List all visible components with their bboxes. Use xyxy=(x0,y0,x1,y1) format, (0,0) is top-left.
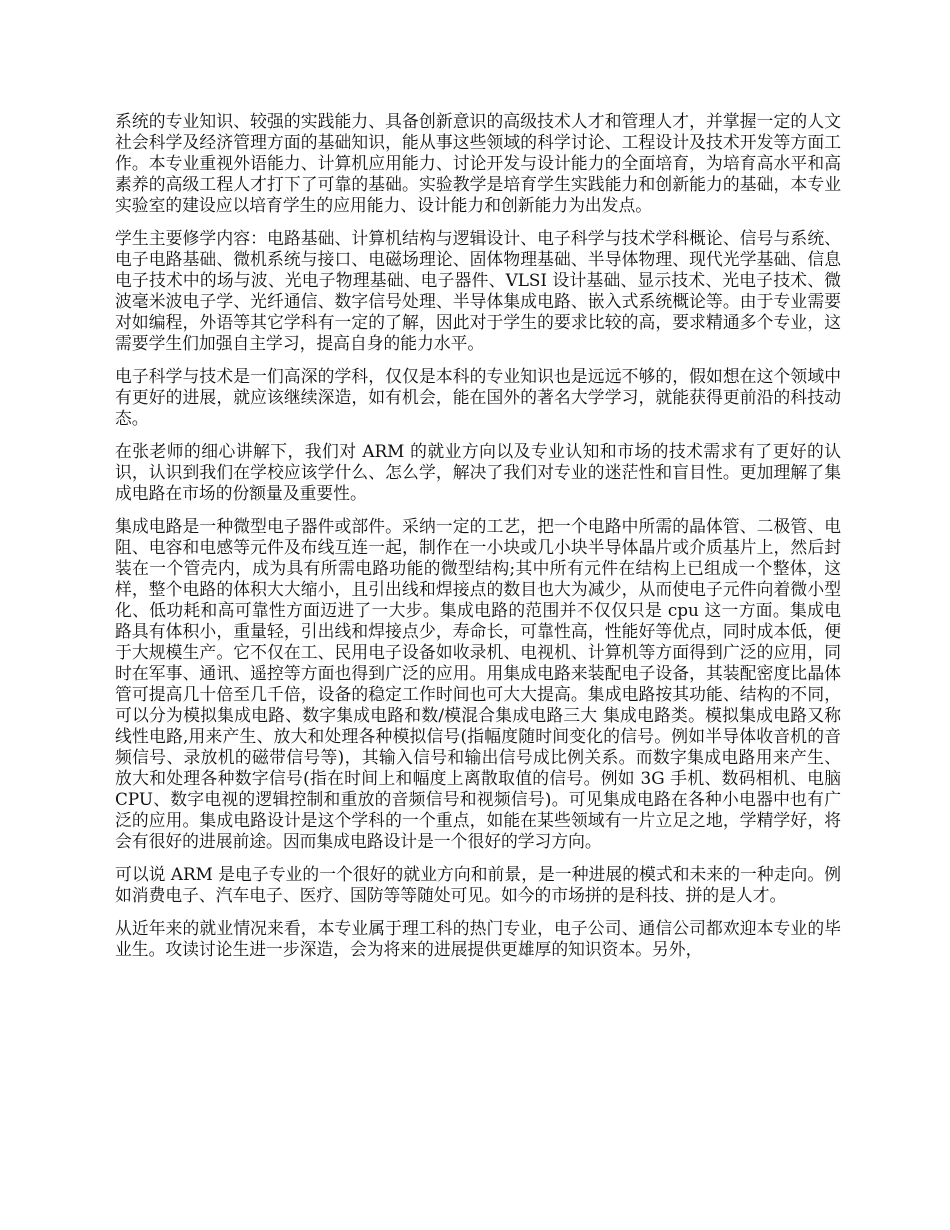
paragraph-talent-training: 系统的专业知识、较强的实践能力、具备创新意识的高级技术人才和管理人才，并掌握一定的人文社会科学及经济管理方面的基础知识，能从事这些领域的科学讨论、工程设计及技术开发等方面工作。本专业重视外语能力、计算机应用能力、讨论开发与设计能力的全面培育，为培育高水平和高素养的高级工程人才打下了可靠的基础。实验教学是培育学生实践能力和创新能力的基础，本专业实验室的建设应以培育学生的应用能力、设计能力和创新能力为出发点。 xyxy=(115,111,841,215)
paragraph-integrated-circuit: 集成电路是一种微型电子器件或部件。采纳一定的工艺，把一个电路中所需的晶体管、二极管、电阻、电容和电感等元件及布线互连一起，制作在一小块或几小块半导体晶片或介质基片上，然后封装在一个管壳内，成为具有所需电路功能的微型结构;其中所有元件在结构上已组成一个整体，这样，整个电路的体积大大缩小，且引出线和焊接点的数目也大为减少，从而使电子元件向着微小型化、低功耗和高可靠性方面迈进了一大步。集成电路的范围并不仅仅只是 cpu 这一方面。集成电路具有体积小，重量轻，引出线和焊接点少，寿命长，可靠性高，性能好等优点，同时成本低，便于大规模生产。它不仅在工、民用电子设备如收录机、电视机、计算机等方面得到广泛的应用，同时在军事、通讯、遥控等方面也得到广泛的应用。用集成电路来装配电子设备，其装配密度比晶体管可提高几十倍至几千倍，设备的稳定工作时间也可大大提高。集成电路按其功能、结构的不同，可以分为模拟集成电路、数字集成电路和数/模混合集成电路三大 集成电路类。模拟集成电路又称线性电路,用来产生、放大和处理各种模拟信号(指幅度随时间变化的信号。例如半导体收音机的音频信号、录放机的磁带信号等)，其输入信号和输出信号成比例关系。而数字集成电路用来产生、放大和处理各种数字信号(指在时间上和幅度上离散取值的信号。例如 3G 手机、数码相机、电脑 CPU、数字电视的逻辑控制和重放的音频信号和视频信号)。可见集成电路在各种小电器中也有广泛的应用。集成电路设计是这个学科的一个重点，如能在某些领域有一片立足之地，学精学好，将会有很好的进展前途。因而集成电路设计是一个很好的学习方向。 xyxy=(115,516,841,851)
paragraph-further-study: 电子科学与技术是一们高深的学科，仅仅是本科的专业知识也是远远不够的，假如想在这个领域中有更好的进展，就应该继续深造，如有机会，能在国外的著名大学学习，就能获得更前沿的科技动态。 xyxy=(115,366,841,428)
document-body xyxy=(115,111,841,960)
paragraph-course-content: 学生主要修学内容：电路基础、计算机结构与逻辑设计、电子科学与技术学科概论、信号与系统、电子电路基础、微机系统与接口、电磁场理论、固体物理基础、半导体物理、现代光学基础、信息电子技术中的场与波、光电子物理基础、电子器件、VLSI 设计基础、显示技术、光电子技术、微波毫米波电子学、光纤通信、数字信号处理、半导体集成电路、嵌入式系统概论等。由于专业需要对如编程，外语等其它学科有一定的了解，因此对于学生的要求比较的高，要求精通多个专业，这需要学生们加强自主学习，提高自身的能力水平。 xyxy=(115,228,841,353)
paragraph-employment: 从近年来的就业情况来看，本专业属于理工科的热门专业，电子公司、通信公司都欢迎本专业的毕业生。攻读讨论生进一步深造，会为将来的进展提供更雄厚的知识资本。另外， xyxy=(115,918,841,959)
paragraph-arm-lecture: 在张老师的细心讲解下，我们对 ARM 的就业方向以及专业认知和市场的技术需求有了更好的认识，认识到我们在学校应该学什么、怎么学，解决了我们对专业的迷茫性和盲目性。更加理解了集成电路在市场的份额量及重要性。 xyxy=(115,441,841,503)
paragraph-arm-prospects: 可以说 ARM 是电子专业的一个很好的就业方向和前景，是一种进展的模式和未来的一种走向。例如消费电子、汽车电子、医疗、国防等等随处可见。如今的市场拼的是科技、拼的是人才。 xyxy=(115,864,841,905)
